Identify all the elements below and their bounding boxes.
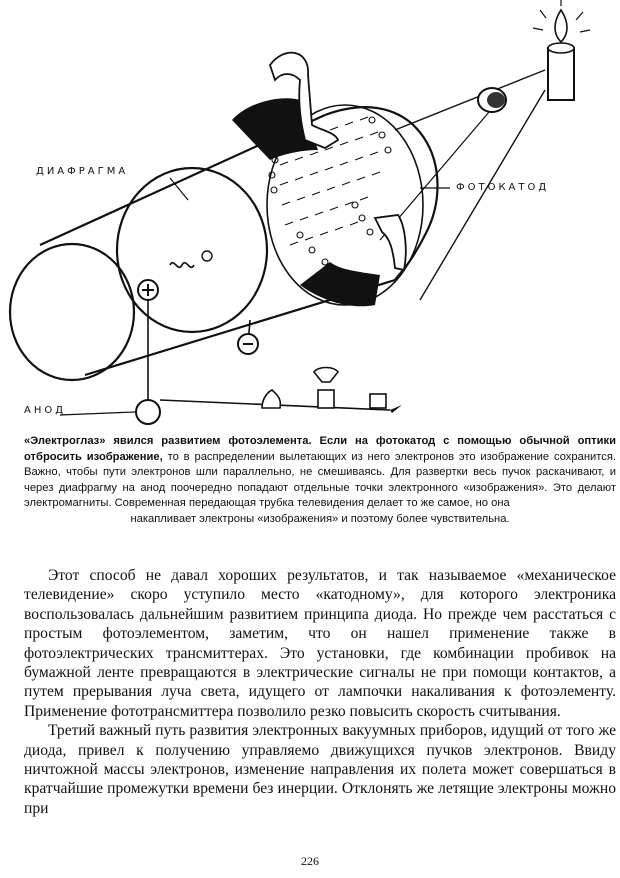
tube-back-end (325, 107, 438, 280)
caption-bold-part: Если на фотокатод с помощью обычной оптики отбросить изображение, (24, 435, 617, 463)
caption-rest: то в распределении вылетающих из него электронов это изображение сохранится. Важно, чтобы пути электронов шли параллельно, не смешиваясь. Для развертки весь пучок раскачивают, и через диафрагму на анод поочередно попадают отдельные точки электронного «изображения». Это делают электромагниты. Современная передающая трубка телевидения делает то же самое, но она (24, 450, 617, 510)
caption-lead: «Электроглаз» явился развитием фотоэлемента. (24, 435, 312, 447)
lower-hand (375, 215, 406, 270)
label-diafragma: ДИАФРАГМА (36, 166, 129, 177)
paragraph-2: Третий важный путь развития электронных вакуумных приборов, идущий от того же диода, привел к получению управляемо движущихся пучков электронов. Ввиду ничтожной массы электронов, изменение направления их полета может совершаться в кратчайшие промежутки времени без инерции. Отклонять же летящие электроны можно при (24, 722, 616, 817)
caption-last-line: накапливает электроны «изображения» и поэтому более чувствительна. (130, 512, 510, 525)
lower-magnet (300, 262, 380, 306)
anode-terminal (136, 400, 160, 424)
candle (548, 48, 574, 100)
paragraph-1: Этот способ не давал хороших результатов, и так называемое «механическое телевидение» скоро уступило место «катодному», для которого электроника воспользовалась дальнейшим развитием принципа диода. Но прежде чем расстаться с простым фотоэлементом, заметим, что он нашел применение также в фотоэлектрических трансмиттерах. Это установки, где комбинации пробивок на бумажной ленте превращаются в электрические сигналы не при помощи контактов, а путем прерывания луча света, идущего от лампочки накаливания к фотоэлементу. Применение фототрансмиттера позволило резко повысить скорость считывания. (24, 567, 616, 720)
page-number: 226 (301, 854, 319, 868)
label-anod: АНОД (24, 405, 67, 416)
tube-front-end (10, 244, 134, 380)
small-candle (318, 390, 334, 408)
body-text (24, 566, 616, 818)
diaphragm-disc (117, 168, 267, 332)
tube-drawing (0, 0, 620, 430)
electric-eye-illustration (0, 0, 620, 430)
figure-caption (24, 434, 616, 528)
small-cylinder (370, 394, 386, 408)
small-flame-object (262, 390, 280, 408)
candle-flame (555, 10, 567, 42)
label-fotokatod: ФОТОКАТОД (456, 182, 550, 193)
